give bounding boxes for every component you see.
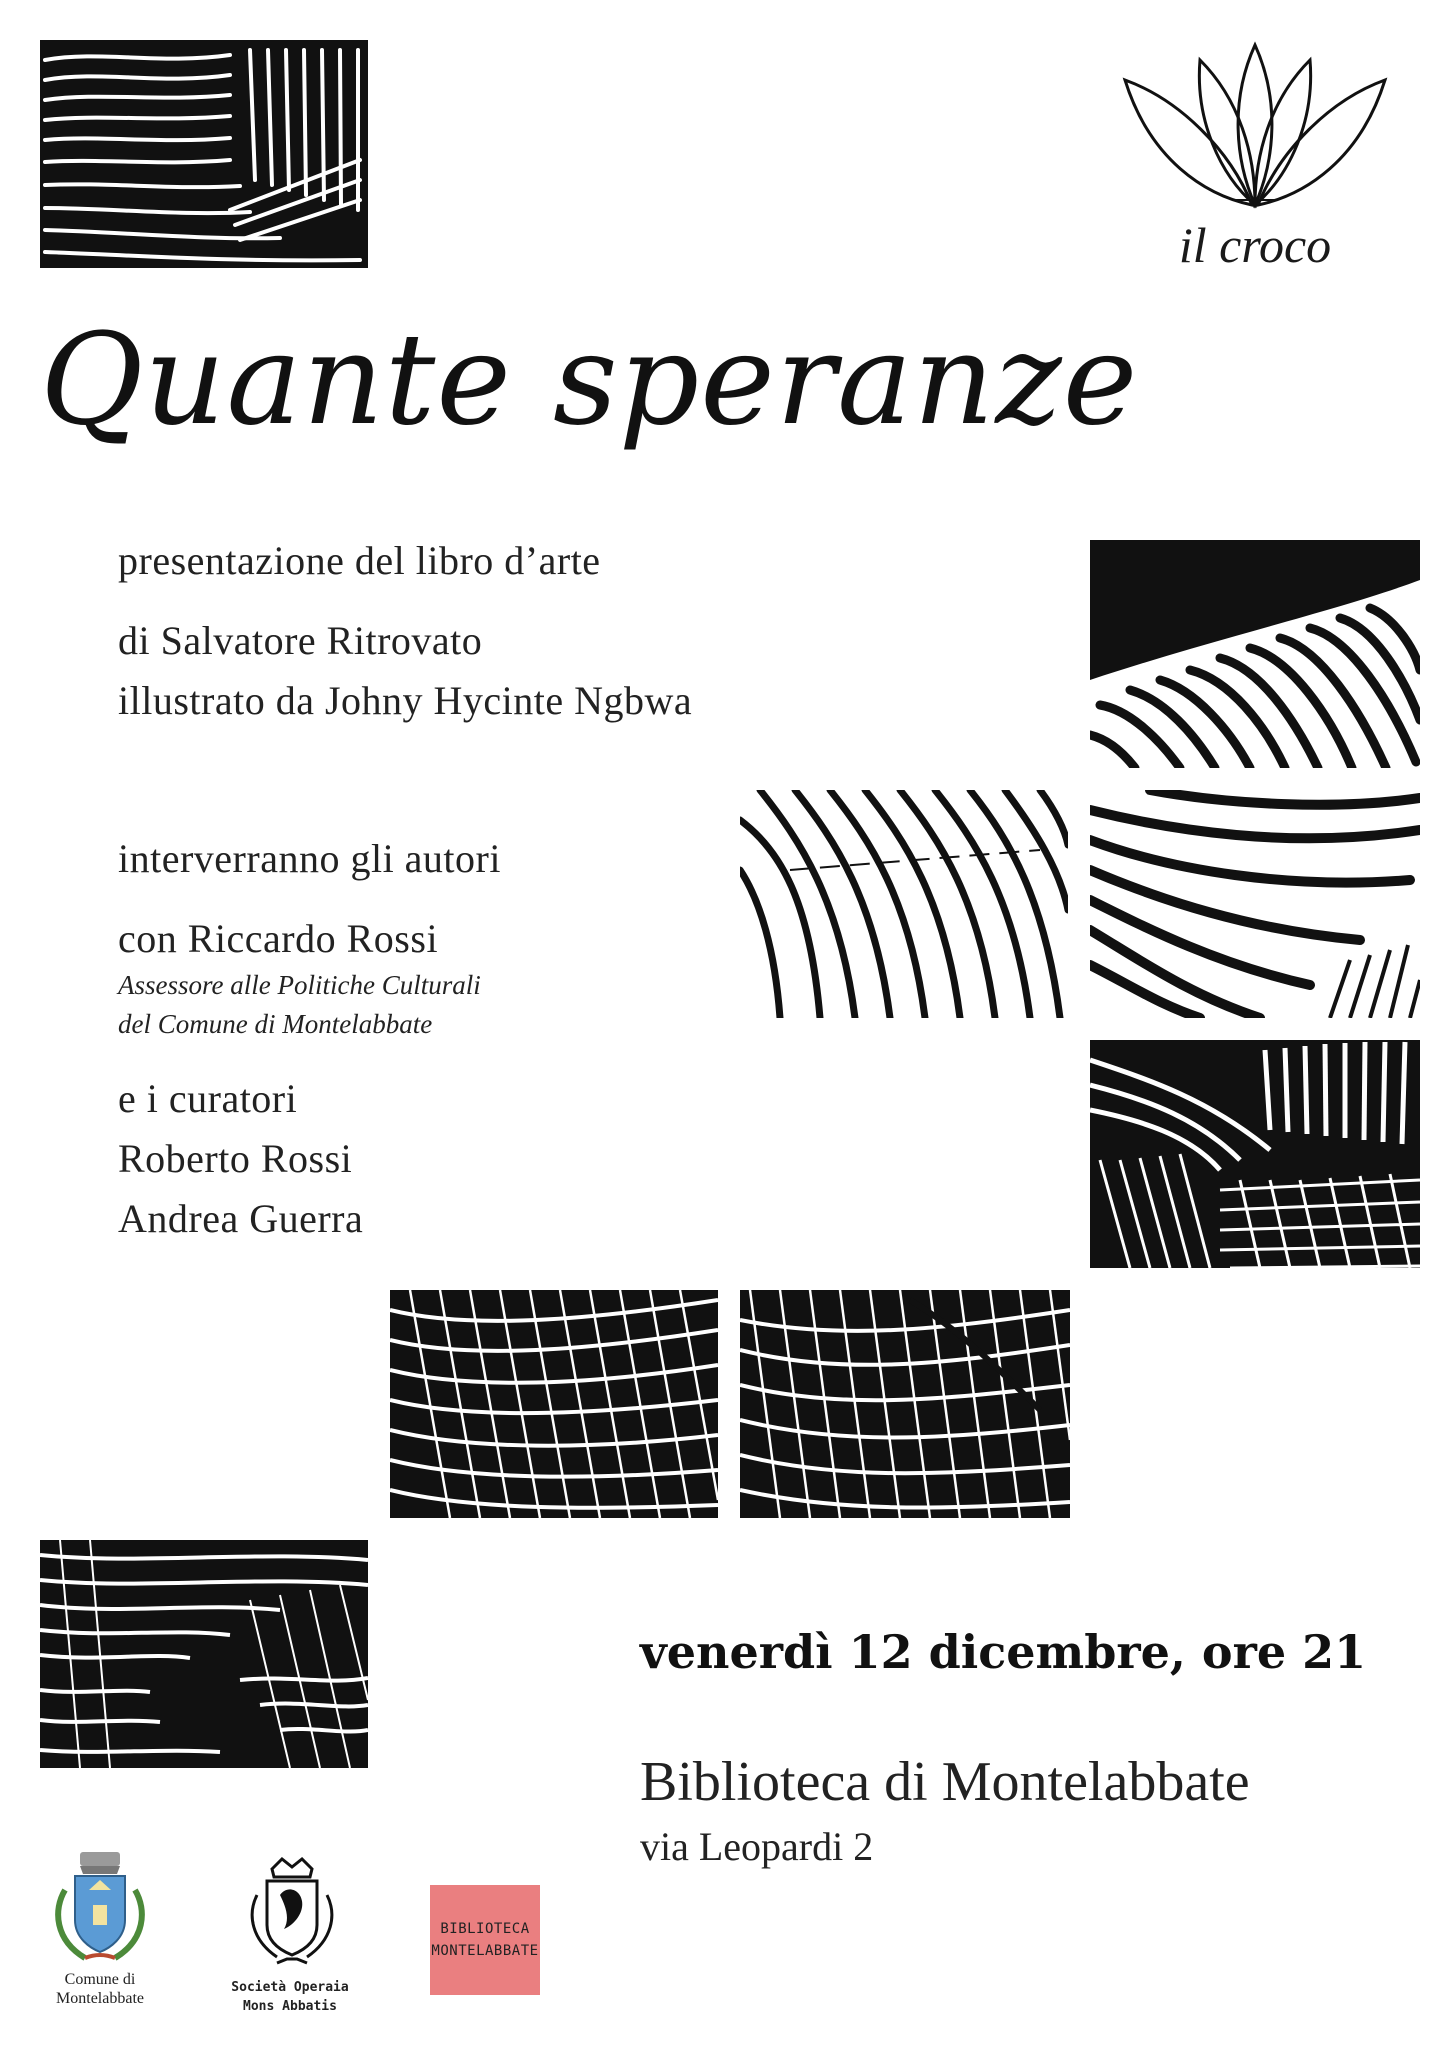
event-venue: Biblioteca di Montelabbate — [640, 1751, 1250, 1813]
biblioteca-logo-line: BIBLIOTECA — [440, 1921, 530, 1937]
woodcut-illustration — [1090, 540, 1420, 768]
municipal-coat-of-arms-icon — [45, 1850, 155, 1970]
comune-caption — [35, 1970, 165, 2008]
woodcut-illustration — [40, 40, 368, 268]
event-date: venerdì 12 dicembre, ore 21 — [640, 1625, 1367, 1679]
publisher-name: il croco — [1178, 217, 1332, 273]
woodcut-illustration — [390, 1290, 718, 1518]
woodcut-illustration — [1090, 1040, 1420, 1268]
curators-label: e i curatori — [118, 1076, 298, 1121]
societa-caption-line: Società Operaia — [231, 1980, 349, 1995]
woodcut-illustration — [1090, 790, 1420, 1018]
speakers-line: interverranno gli autori — [118, 836, 501, 881]
page-title: Quante speranze — [40, 306, 1139, 453]
author-line: di Salvatore Ritrovato — [118, 618, 483, 663]
societa-caption-line: Mons Abbatis — [243, 1999, 337, 2014]
woodcut-illustration — [740, 790, 1068, 1018]
guest-role-line: del Comune di Montelabbate — [118, 1009, 433, 1039]
comune-caption-line: Montelabbate — [56, 1990, 144, 2007]
society-crest-icon — [242, 1855, 342, 1975]
crocus-flower-icon — [1120, 40, 1390, 210]
curator-name: Roberto Rossi — [118, 1136, 353, 1181]
guest-line: con Riccardo Rossi — [118, 916, 439, 961]
woodcut-illustration — [740, 1290, 1070, 1518]
illustrator-line: illustrato da Johny Hycinte Ngbwa — [118, 678, 693, 723]
societa-caption — [210, 1978, 370, 2016]
intro-line: presentazione del libro d’arte — [118, 538, 601, 583]
comune-caption-line: Comune di — [64, 1971, 136, 1988]
curator-name: Andrea Guerra — [118, 1196, 364, 1241]
guest-role-line: Assessore alle Politiche Culturali — [118, 970, 481, 1000]
biblioteca-logo-line: MONTELABBATE — [431, 1943, 539, 1959]
biblioteca-logo — [430, 1885, 540, 1995]
event-address: via Leopardi 2 — [640, 1824, 874, 1869]
woodcut-illustration — [40, 1540, 368, 1768]
